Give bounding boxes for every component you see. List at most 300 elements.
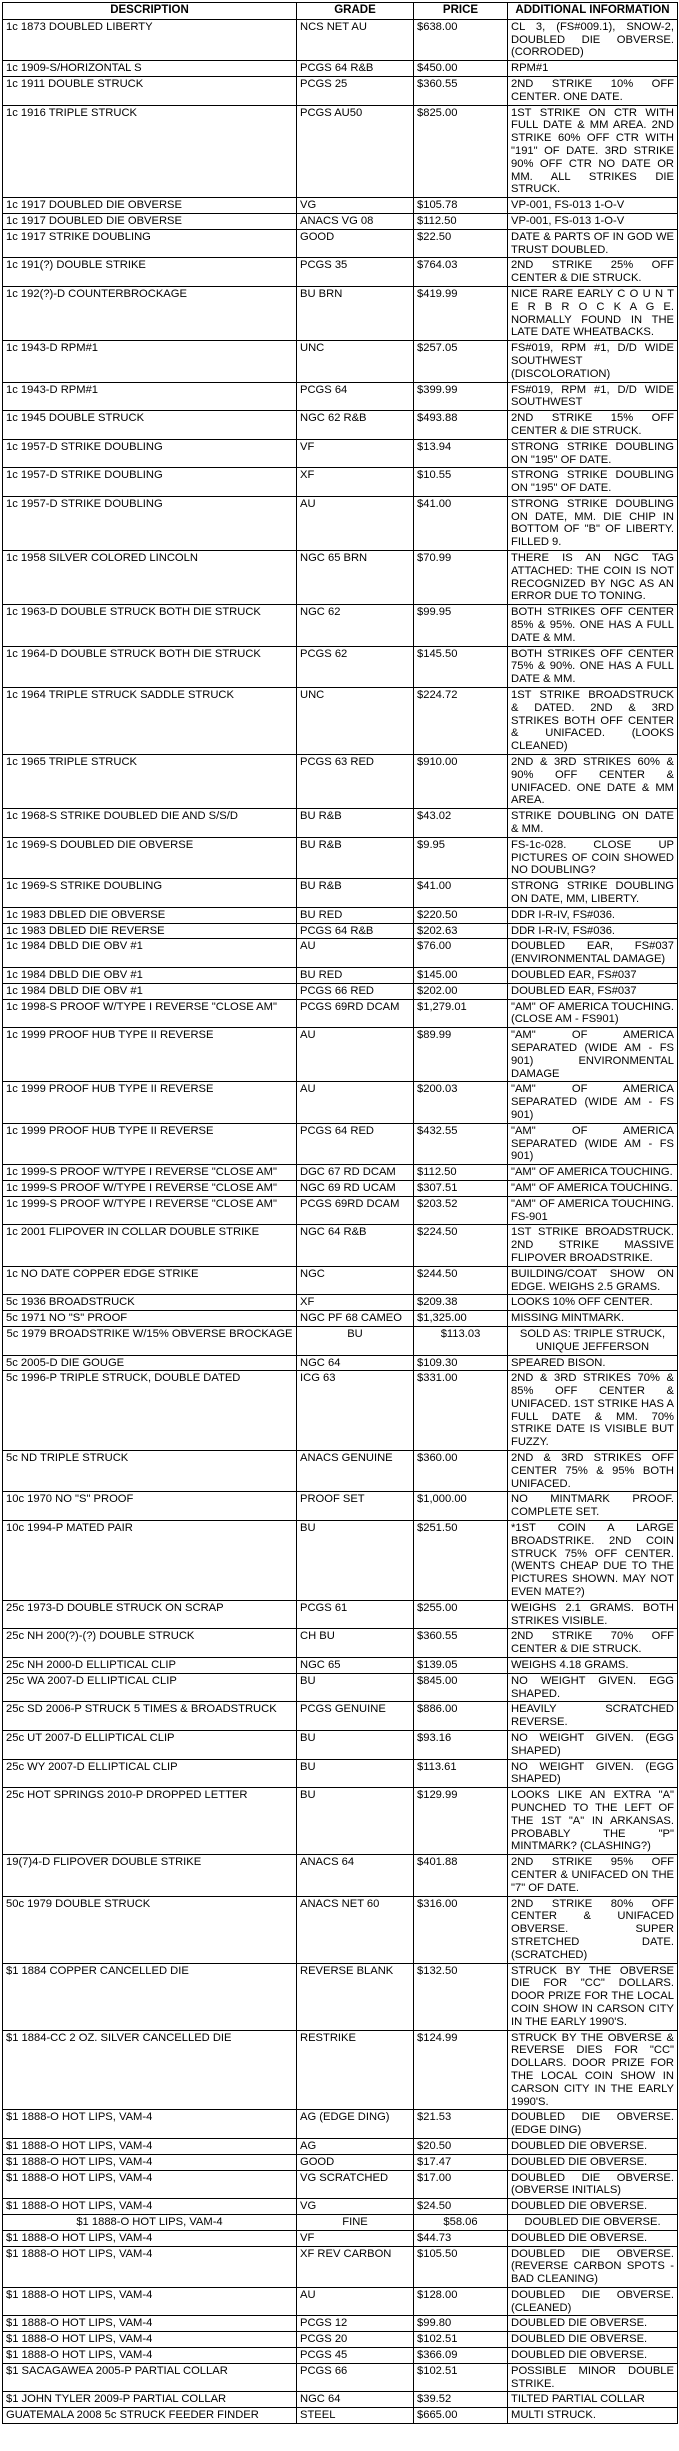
table-row (3, 1896, 678, 1963)
additional-information-cell: 2ND STRIKE 80% OFF CENTER & UNIFACED OBVERSE. SUPER STRETCHED DATE. (SCRATCHED) (508, 1896, 678, 1963)
table-row (3, 1266, 678, 1295)
price-cell: $432.55 (414, 1123, 508, 1164)
description-cell: 1c 1917 STRIKE DOUBLING (3, 229, 297, 258)
description-cell: 10c 1994-P MATED PAIR (3, 1521, 297, 1601)
table-row (3, 1492, 678, 1521)
grade-cell: PCGS 66 (297, 2363, 414, 2392)
table-row (3, 809, 678, 838)
table-row (3, 1855, 678, 1896)
additional-information-cell: NO MINTMARK PROOF. COMPLETE SET. (508, 1492, 678, 1521)
table-row (3, 468, 678, 497)
additional-information-cell: *1ST COIN A LARGE BROADSTRIKE. 2ND COIN STRUCK 75% OFF CENTER. (WENTS CHEAP DUE TO THE PICTURES SHOWN. MAY NOT EVEN MATE?) (508, 1521, 678, 1601)
additional-information-cell: STRONG STRIKE DOUBLING ON "195" OF DATE. (508, 468, 678, 497)
grade-cell: ICG 63 (297, 1371, 414, 1451)
description-cell: 25c UT 2007-D ELLIPTICAL CLIP (3, 1731, 297, 1760)
description-cell: 1c NO DATE COPPER EDGE STRIKE (3, 1266, 297, 1295)
additional-information-cell: BOTH STRIKES OFF CENTER 85% & 95%. ONE HAS A FULL DATE & MM. (508, 605, 678, 646)
grade-cell: AU (297, 1082, 414, 1123)
additional-information-cell: 2ND & 3RD STRIKES 60% & 90% OFF CENTER & UNIFACED. ONE DATE & MM AREA. (508, 755, 678, 809)
price-cell: $202.63 (414, 923, 508, 939)
grade-cell: UNC (297, 341, 414, 382)
price-cell: $112.50 (414, 213, 508, 229)
price-cell: $41.00 (414, 496, 508, 550)
additional-information-cell: STRONG STRIKE DOUBLING ON "195" OF DATE. (508, 439, 678, 468)
additional-information-cell: "AM" OF AMERICA SEPARATED (WIDE AM - FS 901) (508, 1082, 678, 1123)
additional-information-cell: NO WEIGHT GIVEN. (EGG SHAPED) (508, 1759, 678, 1788)
description-cell: 1c 1916 TRIPLE STRUCK (3, 105, 297, 198)
price-cell: $22.50 (414, 229, 508, 258)
column-header-additional-information: ADDITIONAL INFORMATION (508, 3, 678, 20)
additional-information-cell: "AM" OF AMERICA TOUCHING. FS-901 (508, 1196, 678, 1225)
additional-information-cell: TILTED PARTIAL COLLAR (508, 2392, 678, 2408)
table-row (3, 2348, 678, 2364)
table-row (3, 1082, 678, 1123)
additional-information-cell: FS-1c-028. CLOSE UP PICTURES OF COIN SHOWED NO DOUBLING? (508, 837, 678, 878)
grade-cell: PCGS 64 (297, 382, 414, 411)
description-cell: GUATEMALA 2008 5c STRUCK FEEDER FINDER (3, 2408, 297, 2424)
additional-information-cell: NO WEIGHT GIVEN. EGG SHAPED. (508, 1673, 678, 1702)
table-row (3, 1702, 678, 1731)
description-cell: 19(7)4-D FLIPOVER DOUBLE STRIKE (3, 1855, 297, 1896)
table-row (3, 1028, 678, 1082)
grade-cell: NGC (297, 1266, 414, 1295)
additional-information-cell: "AM" OF AMERICA SEPARATED (WIDE AM - FS 901) (508, 1123, 678, 1164)
table-row (3, 2408, 678, 2424)
price-cell: $93.16 (414, 1731, 508, 1760)
table-row (3, 1759, 678, 1788)
price-cell: $244.50 (414, 1266, 508, 1295)
table-row (3, 1521, 678, 1601)
price-cell: $200.03 (414, 1082, 508, 1123)
additional-information-cell: NICE RARE EARLY C O U N T E R B R O C K A G E. NORMALLY FOUND IN THE LATE DATE WHEATBACKS. (508, 286, 678, 340)
table-row (3, 967, 678, 983)
additional-information-cell: MULTI STRUCK. (508, 2408, 678, 2424)
price-cell: $89.99 (414, 1028, 508, 1082)
price-cell: $307.51 (414, 1180, 508, 1196)
price-cell: $665.00 (414, 2408, 508, 2424)
additional-information-cell: SOLD AS: TRIPLE STRUCK, UNIQUE JEFFERSON (508, 1326, 678, 1355)
description-cell: 1c 1945 DOUBLE STRUCK (3, 411, 297, 440)
table-row (3, 755, 678, 809)
column-header-description: DESCRIPTION (3, 3, 297, 20)
description-cell: 25c NH 200(?)-(?) DOUBLE STRUCK (3, 1629, 297, 1658)
additional-information-cell: CL 3, (FS#009.1), SNOW-2, DOUBLED DIE OBVERSE. (CORRODED) (508, 19, 678, 60)
description-cell: 1c 1958 SILVER COLORED LINCOLN (3, 551, 297, 605)
additional-information-cell: FS#019, RPM #1, D/D WIDE SOUTHWEST (508, 382, 678, 411)
description-cell: 5c 1971 NO "S" PROOF (3, 1311, 297, 1327)
additional-information-cell: STRUCK BY THE OBVERSE DIE FOR "CC" DOLLARS. DOOR PRIZE FOR THE LOCAL COIN SHOW IN CARSON CITY IN THE EARLY 1990'S. (508, 1963, 678, 2030)
additional-information-cell: DOUBLED DIE OBVERSE. (508, 2199, 678, 2215)
grade-cell: BU R&B (297, 879, 414, 908)
table-row (3, 2030, 678, 2110)
table-row (3, 688, 678, 755)
description-cell: 1c 1965 TRIPLE STRUCK (3, 755, 297, 809)
table-body (3, 19, 678, 2423)
grade-cell: NGC 64 (297, 2392, 414, 2408)
table-row (3, 2154, 678, 2170)
price-cell: $203.52 (414, 1196, 508, 1225)
description-cell: $1 1888-O HOT LIPS, VAM-4 (3, 2199, 297, 2215)
additional-information-cell: NO WEIGHT GIVEN. (EGG SHAPED) (508, 1731, 678, 1760)
table-row (3, 923, 678, 939)
grade-cell: PROOF SET (297, 1492, 414, 1521)
description-cell: 1c 1957-D STRIKE DOUBLING (3, 468, 297, 497)
description-cell: 1c 1911 DOUBLE STRUCK (3, 76, 297, 105)
description-cell: 1c 1984 DBLD DIE OBV #1 (3, 983, 297, 999)
additional-information-cell: DOUBLED DIE OBVERSE. (EDGE DING) (508, 2110, 678, 2139)
description-cell: 25c WA 2007-D ELLIPTICAL CLIP (3, 1673, 297, 1702)
price-cell: $43.02 (414, 809, 508, 838)
price-cell: $113.61 (414, 1759, 508, 1788)
table-row (3, 61, 678, 77)
table-row (3, 939, 678, 968)
grade-cell: BU (297, 1326, 414, 1355)
price-cell: $9.95 (414, 837, 508, 878)
grade-cell: ANACS NET 60 (297, 1896, 414, 1963)
grade-cell: PCGS 45 (297, 2348, 414, 2364)
price-cell: $419.99 (414, 286, 508, 340)
grade-cell: PCGS GENUINE (297, 1702, 414, 1731)
error-coin-table (2, 2, 678, 2424)
description-cell: $1 JOHN TYLER 2009-P PARTIAL COLLAR (3, 2392, 297, 2408)
price-cell: $105.78 (414, 198, 508, 214)
price-cell: $41.00 (414, 879, 508, 908)
table-row (3, 1196, 678, 1225)
description-cell: 1c 1999-S PROOF W/TYPE I REVERSE "CLOSE AM" (3, 1180, 297, 1196)
additional-information-cell: SPEARED BISON. (508, 1355, 678, 1371)
description-cell: $1 1888-O HOT LIPS, VAM-4 (3, 2214, 297, 2230)
grade-cell: BU R&B (297, 837, 414, 878)
table-row (3, 2230, 678, 2246)
description-cell: 1c 1957-D STRIKE DOUBLING (3, 439, 297, 468)
table-row (3, 983, 678, 999)
table-row (3, 19, 678, 60)
grade-cell: BU BRN (297, 286, 414, 340)
price-cell: $17.00 (414, 2170, 508, 2199)
description-cell: 1c 1969-S DOUBLED DIE OBVERSE (3, 837, 297, 878)
description-cell: $1 1888-O HOT LIPS, VAM-4 (3, 2154, 297, 2170)
price-cell: $401.88 (414, 1855, 508, 1896)
grade-cell: GOOD (297, 229, 414, 258)
table-row (3, 1225, 678, 1266)
description-cell: 25c HOT SPRINGS 2010-P DROPPED LETTER (3, 1788, 297, 1855)
description-cell: 1c 1984 DBLD DIE OBV #1 (3, 967, 297, 983)
price-cell: $886.00 (414, 1702, 508, 1731)
grade-cell: REVERSE BLANK (297, 1963, 414, 2030)
table-row (3, 879, 678, 908)
additional-information-cell: STRIKE DOUBLING ON DATE & MM. (508, 809, 678, 838)
additional-information-cell: VP-001, FS-013 1-O-V (508, 213, 678, 229)
price-cell: $99.80 (414, 2316, 508, 2332)
price-cell: $493.88 (414, 411, 508, 440)
description-cell: $1 1884 COPPER CANCELLED DIE (3, 1963, 297, 2030)
table-row (3, 2287, 678, 2316)
description-cell: $1 1888-O HOT LIPS, VAM-4 (3, 2138, 297, 2154)
table-row (3, 496, 678, 550)
price-cell: $255.00 (414, 1600, 508, 1629)
description-cell: $1 1888-O HOT LIPS, VAM-4 (3, 2246, 297, 2287)
table-row (3, 907, 678, 923)
grade-cell: PCGS 64 RED (297, 1123, 414, 1164)
description-cell: $1 1888-O HOT LIPS, VAM-4 (3, 2316, 297, 2332)
price-cell: $70.99 (414, 551, 508, 605)
additional-information-cell: BUILDING/COAT SHOW ON EDGE. WEIGHS 2.5 GRAMS. (508, 1266, 678, 1295)
table-row (3, 1963, 678, 2030)
additional-information-cell: 1ST STRIKE BROADSTRUCK. 2ND STRIKE MASSIVE FLIPOVER BROADSTRIKE. (508, 1225, 678, 1266)
table-row (3, 2138, 678, 2154)
grade-cell: PCGS 35 (297, 258, 414, 287)
table-row (3, 2170, 678, 2199)
price-cell: $209.38 (414, 1295, 508, 1311)
description-cell: 10c 1970 NO "S" PROOF (3, 1492, 297, 1521)
description-cell: 50c 1979 DOUBLE STRUCK (3, 1896, 297, 1963)
description-cell: 1c 2001 FLIPOVER IN COLLAR DOUBLE STRIKE (3, 1225, 297, 1266)
description-cell: 1c 1999-S PROOF W/TYPE I REVERSE "CLOSE AM" (3, 1165, 297, 1181)
additional-information-cell: DOUBLED EAR, FS#037 (508, 967, 678, 983)
grade-cell: VG SCRATCHED (297, 2170, 414, 2199)
table-row (3, 258, 678, 287)
description-cell: 1c 1999 PROOF HUB TYPE II REVERSE (3, 1028, 297, 1082)
price-cell: $112.50 (414, 1165, 508, 1181)
table-row (3, 2246, 678, 2287)
additional-information-cell: MISSING MINTMARK. (508, 1311, 678, 1327)
column-header-price: PRICE (414, 3, 508, 20)
description-cell: $1 1888-O HOT LIPS, VAM-4 (3, 2287, 297, 2316)
table-row (3, 1731, 678, 1760)
price-cell: $224.72 (414, 688, 508, 755)
price-cell: $825.00 (414, 105, 508, 198)
additional-information-cell: 2ND STRIKE 10% OFF CENTER. ONE DATE. (508, 76, 678, 105)
price-cell: $1,279.01 (414, 999, 508, 1028)
grade-cell: CH BU (297, 1629, 414, 1658)
price-cell: $20.50 (414, 2138, 508, 2154)
additional-information-cell: STRONG STRIKE DOUBLING ON DATE, MM, LIBERTY. (508, 879, 678, 908)
grade-cell: AU (297, 939, 414, 968)
grade-cell: BU (297, 1788, 414, 1855)
description-cell: 1c 1917 DOUBLED DIE OBVERSE (3, 213, 297, 229)
additional-information-cell: 2ND STRIKE 70% OFF CENTER & DIE STRUCK. (508, 1629, 678, 1658)
grade-cell: BU (297, 1521, 414, 1601)
price-cell: $1,000.00 (414, 1492, 508, 1521)
additional-information-cell: "AM" OF AMERICA TOUCHING. (508, 1180, 678, 1196)
grade-cell: PCGS 64 R&B (297, 61, 414, 77)
description-cell: 1c 1999 PROOF HUB TYPE II REVERSE (3, 1082, 297, 1123)
description-cell: 5c ND TRIPLE STRUCK (3, 1451, 297, 1492)
additional-information-cell: 1ST STRIKE ON CTR WITH FULL DATE & MM AREA. 2ND STRIKE 60% OFF CTR WITH "191" OF DATE. 3RD STRIKE 90% OFF CTR NO DATE OR MM. ALL STRIKES DIE STRUCK. (508, 105, 678, 198)
table-row (3, 1326, 678, 1355)
additional-information-cell: HEAVILY SCRATCHED REVERSE. (508, 1702, 678, 1731)
additional-information-cell: STRUCK BY THE OBVERSE & REVERSE DIES FOR "CC" DOLLARS. DOOR PRIZE FOR THE LOCAL COIN SHOW IN CARSON CITY IN THE EARLY 1990'S. (508, 2030, 678, 2110)
description-cell: 5c 1996-P TRIPLE STRUCK, DOUBLE DATED (3, 1371, 297, 1451)
price-cell: $224.50 (414, 1225, 508, 1266)
price-cell: $638.00 (414, 19, 508, 60)
description-cell: 25c 1973-D DOUBLE STRUCK ON SCRAP (3, 1600, 297, 1629)
description-cell: 25c SD 2006-P STRUCK 5 TIMES & BROADSTRUCK (3, 1702, 297, 1731)
price-cell: $124.99 (414, 2030, 508, 2110)
description-cell: $1 1884-CC 2 OZ. SILVER CANCELLED DIE (3, 2030, 297, 2110)
table-row (3, 2392, 678, 2408)
description-cell: 1c 1873 DOUBLED LIBERTY (3, 19, 297, 60)
additional-information-cell: DOUBLED DIE OBVERSE. (508, 2214, 678, 2230)
grade-cell: BU RED (297, 967, 414, 983)
additional-information-cell: 2ND & 3RD STRIKES 70% & 85% OFF CENTER & UNIFACED. 1ST STRIKE HAS A FULL DATE & MM. 70% STRIKE DATE IS VISIBLE BUT FUZZY. (508, 1371, 678, 1451)
price-cell: $220.50 (414, 907, 508, 923)
table-row (3, 1165, 678, 1181)
grade-cell: AG (EDGE DING) (297, 2110, 414, 2139)
additional-information-cell: DOUBLED DIE OBVERSE. (508, 2316, 678, 2332)
price-cell: $109.30 (414, 1355, 508, 1371)
table-row (3, 213, 678, 229)
grade-cell: NGC 65 BRN (297, 551, 414, 605)
price-cell: $99.95 (414, 605, 508, 646)
description-cell: 1c 1968-S STRIKE DOUBLED DIE AND S/S/D (3, 809, 297, 838)
additional-information-cell: DOUBLED EAR, FS#037 (508, 983, 678, 999)
table-row (3, 1180, 678, 1196)
description-cell: 25c WY 2007-D ELLIPTICAL CLIP (3, 1759, 297, 1788)
price-cell: $366.09 (414, 2348, 508, 2364)
grade-cell: GOOD (297, 2154, 414, 2170)
price-cell: $910.00 (414, 755, 508, 809)
price-cell: $132.50 (414, 1963, 508, 2030)
description-cell: 1c 1957-D STRIKE DOUBLING (3, 496, 297, 550)
description-cell: 1c 1999-S PROOF W/TYPE I REVERSE "CLOSE AM" (3, 1196, 297, 1225)
grade-cell: NGC 62 R&B (297, 411, 414, 440)
grade-cell: VF (297, 2230, 414, 2246)
additional-information-cell: DOUBLED DIE OBVERSE. (508, 2230, 678, 2246)
price-cell: $44.73 (414, 2230, 508, 2246)
additional-information-cell: WEIGHS 2.1 GRAMS. BOTH STRIKES VISIBLE. (508, 1600, 678, 1629)
price-cell: $113.03 (414, 1326, 508, 1355)
price-cell: $139.05 (414, 1658, 508, 1674)
grade-cell: PCGS 69RD DCAM (297, 1196, 414, 1225)
additional-information-cell: DOUBLED DIE OBVERSE. (508, 2332, 678, 2348)
table-row (3, 2110, 678, 2139)
table-row (3, 1311, 678, 1327)
price-cell: $17.47 (414, 2154, 508, 2170)
table-row (3, 229, 678, 258)
grade-cell: PCGS 63 RED (297, 755, 414, 809)
additional-information-cell: "AM" OF AMERICA SEPARATED (WIDE AM - FS 901) ENVIRONMENTAL DAMAGE (508, 1028, 678, 1082)
price-cell: $316.00 (414, 1896, 508, 1963)
table-row (3, 1355, 678, 1371)
table-row (3, 2332, 678, 2348)
additional-information-cell: WEIGHS 4.18 GRAMS. (508, 1658, 678, 1674)
grade-cell: PCGS 20 (297, 2332, 414, 2348)
price-cell: $360.00 (414, 1451, 508, 1492)
grade-cell: NGC 65 (297, 1658, 414, 1674)
price-cell: $39.52 (414, 2392, 508, 2408)
table-row (3, 1600, 678, 1629)
grade-cell: NGC 64 (297, 1355, 414, 1371)
grade-cell: RESTRIKE (297, 2030, 414, 2110)
grade-cell: BU (297, 1673, 414, 1702)
price-cell: $1,325.00 (414, 1311, 508, 1327)
grade-cell: PCGS 61 (297, 1600, 414, 1629)
additional-information-cell: DDR I-R-IV, FS#036. (508, 923, 678, 939)
grade-cell: BU (297, 1759, 414, 1788)
additional-information-cell: DOUBLED EAR, FS#037 (ENVIRONMENTAL DAMAGE) (508, 939, 678, 968)
description-cell: $1 SACAGAWEA 2005-P PARTIAL COLLAR (3, 2363, 297, 2392)
grade-cell: ANACS VG 08 (297, 213, 414, 229)
description-cell: 1c 1964 TRIPLE STRUCK SADDLE STRUCK (3, 688, 297, 755)
description-cell: $1 1888-O HOT LIPS, VAM-4 (3, 2110, 297, 2139)
price-cell: $10.55 (414, 468, 508, 497)
grade-cell: NCS NET AU (297, 19, 414, 60)
grade-cell: AU (297, 496, 414, 550)
grade-cell: FINE (297, 2214, 414, 2230)
additional-information-cell: 2ND & 3RD STRIKES OFF CENTER 75% & 95% BOTH UNIFACED. (508, 1451, 678, 1492)
table-row (3, 341, 678, 382)
table-row (3, 837, 678, 878)
grade-cell: NGC 64 R&B (297, 1225, 414, 1266)
price-cell: $450.00 (414, 61, 508, 77)
price-cell: $76.00 (414, 939, 508, 968)
table-row (3, 1451, 678, 1492)
additional-information-cell: "AM" OF AMERICA TOUCHING. (508, 1165, 678, 1181)
grade-cell: UNC (297, 688, 414, 755)
additional-information-cell: 2ND STRIKE 95% OFF CENTER & UNIFACED ON THE "7" OF DATE. (508, 1855, 678, 1896)
grade-cell: BU RED (297, 907, 414, 923)
table-row (3, 1629, 678, 1658)
grade-cell: BU R&B (297, 809, 414, 838)
table-row (3, 1788, 678, 1855)
additional-information-cell: POSSIBLE MINOR DOUBLE STRIKE. (508, 2363, 678, 2392)
grade-cell: PCGS 62 (297, 646, 414, 687)
description-cell: 1c 1943-D RPM#1 (3, 382, 297, 411)
table-row (3, 2214, 678, 2230)
table-row (3, 439, 678, 468)
additional-information-cell: DOUBLED DIE OBVERSE. (REVERSE CARBON SPOTS - BAD CLEANING) (508, 2246, 678, 2287)
additional-information-cell: 2ND STRIKE 15% OFF CENTER & DIE STRUCK. (508, 411, 678, 440)
additional-information-cell: BOTH STRIKES OFF CENTER 75% & 90%. ONE HAS A FULL DATE & MM. (508, 646, 678, 687)
table-row (3, 1658, 678, 1674)
grade-cell: ANACS GENUINE (297, 1451, 414, 1492)
price-cell: $251.50 (414, 1521, 508, 1601)
table-row (3, 76, 678, 105)
additional-information-cell: DOUBLED DIE OBVERSE. (508, 2154, 678, 2170)
grade-cell: STEEL (297, 2408, 414, 2424)
description-cell: 5c 2005-D DIE GOUGE (3, 1355, 297, 1371)
grade-cell: PCGS AU50 (297, 105, 414, 198)
grade-cell: BU (297, 1731, 414, 1760)
additional-information-cell: DATE & PARTS OF IN GOD WE TRUST DOUBLED. (508, 229, 678, 258)
grade-cell: DGC 67 RD DCAM (297, 1165, 414, 1181)
price-cell: $102.51 (414, 2363, 508, 2392)
description-cell: 1c 1998-S PROOF W/TYPE I REVERSE "CLOSE AM" (3, 999, 297, 1028)
header-row (3, 3, 678, 20)
additional-information-cell: FS#019, RPM #1, D/D WIDE SOUTHWEST (DISCOLORATION) (508, 341, 678, 382)
price-cell: $257.05 (414, 341, 508, 382)
additional-information-cell: 2ND STRIKE 25% OFF CENTER & DIE STRUCK. (508, 258, 678, 287)
price-cell: $105.50 (414, 2246, 508, 2287)
description-cell: 1c 191(?) DOUBLE STRIKE (3, 258, 297, 287)
additional-information-cell: DDR I-R-IV, FS#036. (508, 907, 678, 923)
grade-cell: NGC PF 68 CAMEO (297, 1311, 414, 1327)
table-row (3, 2316, 678, 2332)
description-cell: 1c 1963-D DOUBLE STRUCK BOTH DIE STRUCK (3, 605, 297, 646)
additional-information-cell: "AM" OF AMERICA TOUCHING. (CLOSE AM - FS901) (508, 999, 678, 1028)
grade-cell: PCGS 66 RED (297, 983, 414, 999)
additional-information-cell: 1ST STRIKE BROADSTRUCK & DATED. 2ND & 3RD STRIKES BOTH OFF CENTER & UNIFACED. (LOOKS CLEANED) (508, 688, 678, 755)
grade-cell: VG (297, 2199, 414, 2215)
table-row (3, 382, 678, 411)
price-cell: $21.53 (414, 2110, 508, 2139)
price-cell: $145.50 (414, 646, 508, 687)
additional-information-cell: RPM#1 (508, 61, 678, 77)
grade-cell: AG (297, 2138, 414, 2154)
table-row (3, 999, 678, 1028)
description-cell: $1 1888-O HOT LIPS, VAM-4 (3, 2170, 297, 2199)
